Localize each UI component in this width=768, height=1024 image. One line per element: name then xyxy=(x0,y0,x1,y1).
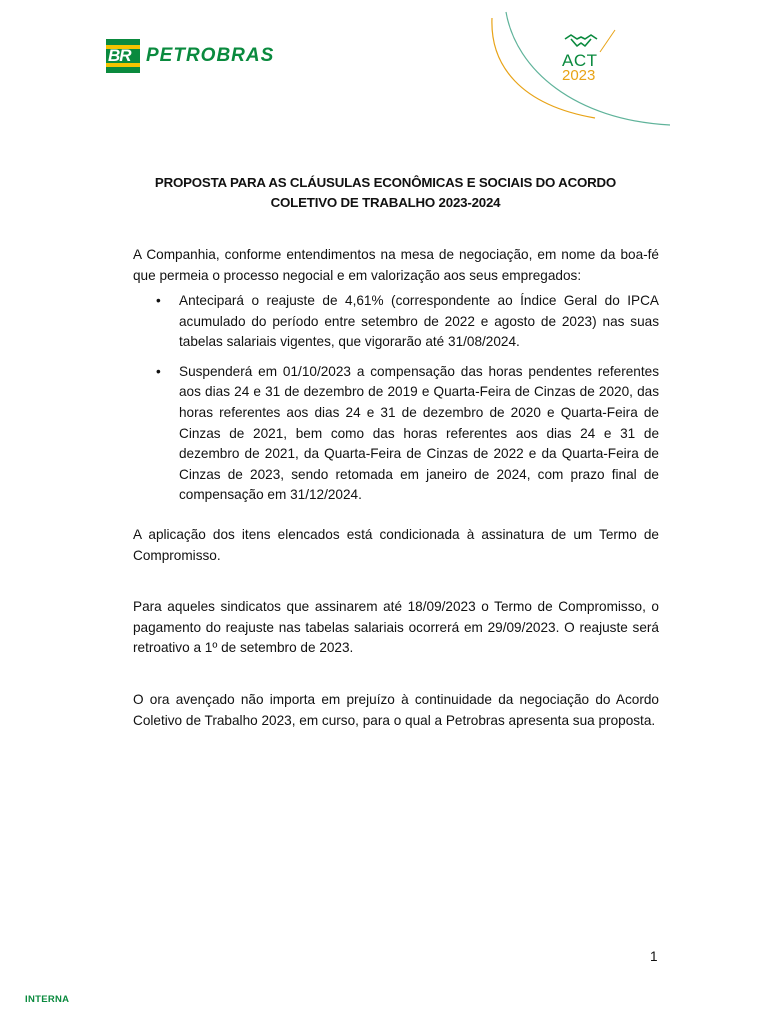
classification-label: INTERNA xyxy=(25,994,70,1005)
document-title xyxy=(133,173,638,213)
handshake-icon xyxy=(564,33,598,51)
bullet-icon: • xyxy=(156,293,161,308)
act-2023-label xyxy=(562,52,598,83)
closing-paragraph: O ora avençado não importa em prejuízo à continuidade da negociação do Acordo Coletivo de Trabalho 2023, em curso, para o qual a Petrobras apresenta sua proposta. xyxy=(133,692,659,728)
page-number: 1 xyxy=(650,949,658,964)
payment-paragraph: Para aqueles sindicatos que assinarem até 18/09/2023 o Termo de Compromisso, o pagamento do reajuste nas tabelas salariais ocorrerá em 29/09/2023. O reajuste será retroativo a 1º de setembro de 2023. xyxy=(133,599,659,656)
act-label: ACT xyxy=(562,51,598,70)
list-item xyxy=(133,291,659,353)
bullet-list xyxy=(133,291,659,515)
logo-wordmark: PETROBRAS xyxy=(146,45,275,66)
title-line-1: PROPOSTA PARA AS CLÁUSULAS ECONÔMICAS E SOCIAIS DO ACORDO xyxy=(154,175,617,190)
list-item xyxy=(133,362,659,506)
list-item-text: Antecipará o reajuste de 4,61% (correspondente ao Índice Geral do IPCA acumulado do período entre setembro de 2022 e agosto de 2023) nas suas tabelas salariais vigentes, que vigorarão até 31/08/2024. xyxy=(179,293,659,350)
petrobras-logo xyxy=(106,39,274,73)
bullet-icon: • xyxy=(156,363,161,379)
br-mark-text: BR xyxy=(108,46,131,65)
condition-paragraph: A aplicação dos itens elencados está condicionada à assinatura de um Termo de Compromisso. xyxy=(133,527,659,563)
list-item-text: Suspenderá em 01/10/2023 a compensação das horas pendentes referentes aos dias 24 e 31 de dezembro de 2019 e Quarta-Feira de Cinzas de 2020, das horas referentes aos dias 24 e 31 de dezembro de 2020 e Quarta-Feira de Cinzas de 2021, bem como das horas referentes aos dias 24 e 31 de dezembro de 2021, da Quarta-Feira de Cinzas de 2022 e da Quarta-Feira de Cinzas de 2023, sendo retomada em janeiro de 2024, com prazo final de compensação em 31/12/2024. xyxy=(179,363,659,503)
title-line-2: COLETIVO DE TRABALHO 2023-2024 xyxy=(270,195,501,210)
act-year: 2023 xyxy=(562,67,596,84)
br-mark xyxy=(106,39,140,73)
intro-paragraph: A Companhia, conforme entendimentos na mesa de negociação, em nome da boa-fé que permeia o processo negocial e em valorização aos seus empregados: xyxy=(133,247,659,283)
